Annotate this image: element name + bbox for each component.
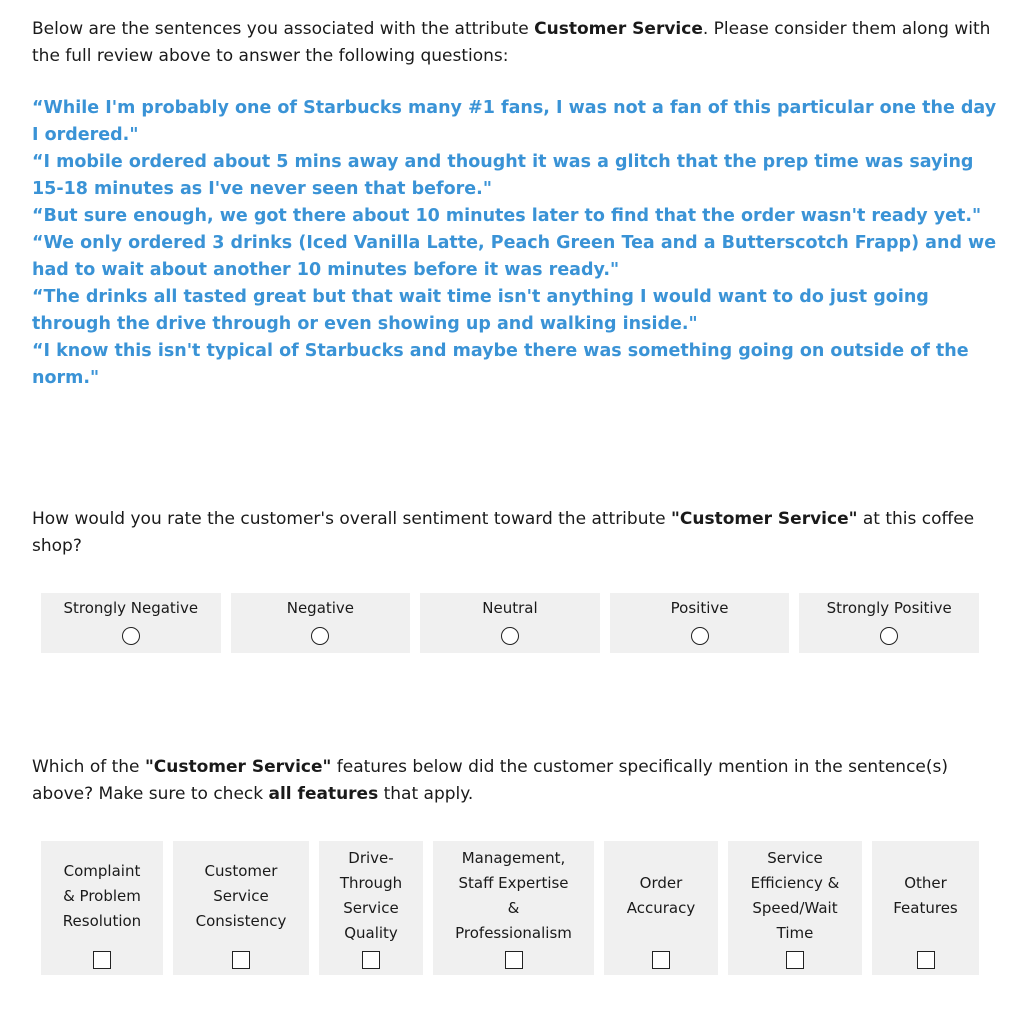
- feature-label: Order Accuracy: [626, 874, 696, 917]
- feature-label: Service Efficiency & Speed/Wait Time: [750, 849, 840, 942]
- feature-option-complaint-resolution[interactable]: [41, 841, 163, 975]
- feature-options: [41, 841, 979, 975]
- sentiment-option-strongly-negative[interactable]: Strongly Negative: [41, 593, 221, 653]
- feature-option-service-consistency[interactable]: [173, 841, 309, 975]
- radio-button[interactable]: [311, 627, 329, 645]
- sentiment-option-neutral[interactable]: Neutral: [420, 593, 600, 653]
- intro-attribute: Customer Service: [534, 19, 703, 39]
- quote-list: [32, 95, 997, 392]
- feature-option-management-staff[interactable]: [433, 841, 594, 975]
- sentiment-option-positive[interactable]: Positive: [610, 593, 790, 653]
- sentiment-question: How would you rate the customer's overall sentiment toward the attribute "Customer Service" at this coffee shop?: [32, 509, 975, 556]
- quote: “But sure enough, we got there about 10 minutes later to find that the order wasn't ready yet.": [32, 206, 982, 226]
- checkbox[interactable]: [786, 951, 804, 969]
- quote: “The drinks all tasted great but that wait time isn't anything I would want to do just going through the drive through or even showing up and walking inside.": [32, 287, 929, 334]
- checkbox[interactable]: [362, 951, 380, 969]
- feature-option-service-efficiency[interactable]: [728, 841, 862, 975]
- feature-label: Complaint & Problem Resolution: [62, 861, 142, 930]
- radio-button[interactable]: [122, 627, 140, 645]
- checkbox[interactable]: [917, 951, 935, 969]
- quote: “We only ordered 3 drinks (Iced Vanilla Latte, Peach Green Tea and a Butterscotch Frapp) and we had to wait about another 10 minutes before it was ready.": [32, 233, 997, 280]
- quote: “I mobile ordered about 5 mins away and thought it was a glitch that the prep time was saying 15-18 minutes as I've never seen that before.": [32, 152, 974, 199]
- sentiment-option-negative[interactable]: Negative: [231, 593, 411, 653]
- intro-after: . Please consider them along with the full review above to answer the following questions:: [32, 19, 991, 66]
- quote: “I know this isn't typical of Starbucks and maybe there was something going on outside of the norm.": [32, 341, 969, 388]
- radio-button[interactable]: [691, 627, 709, 645]
- intro-text: [32, 16, 992, 70]
- feature-label: Other Features: [893, 874, 958, 917]
- feature-option-drive-through[interactable]: [319, 841, 423, 975]
- feature-label: Customer Service Consistency: [195, 861, 287, 930]
- sentiment-option-strongly-positive[interactable]: Strongly Positive: [799, 593, 979, 653]
- checkbox[interactable]: [93, 951, 111, 969]
- feature-label: Drive- Through Service Quality: [339, 849, 403, 942]
- quote: “While I'm probably one of Starbucks many #1 fans, I was not a fan of this particular one the day I ordered.": [32, 98, 997, 145]
- feature-label: Management, Staff Expertise & Professionalism: [455, 849, 572, 942]
- sentiment-scale: [41, 593, 979, 653]
- checkbox[interactable]: [232, 951, 250, 969]
- feature-option-order-accuracy[interactable]: [604, 841, 718, 975]
- feature-option-other[interactable]: [872, 841, 979, 975]
- checkbox[interactable]: [505, 951, 523, 969]
- intro-before: Below are the sentences you associated with the attribute: [32, 19, 535, 39]
- radio-button[interactable]: [501, 627, 519, 645]
- features-question: Which of the "Customer Service" features below did the customer specifically mention in the sentence(s) above? Make sure to check all features that apply.: [32, 757, 949, 804]
- checkbox[interactable]: [652, 951, 670, 969]
- radio-button[interactable]: [880, 627, 898, 645]
